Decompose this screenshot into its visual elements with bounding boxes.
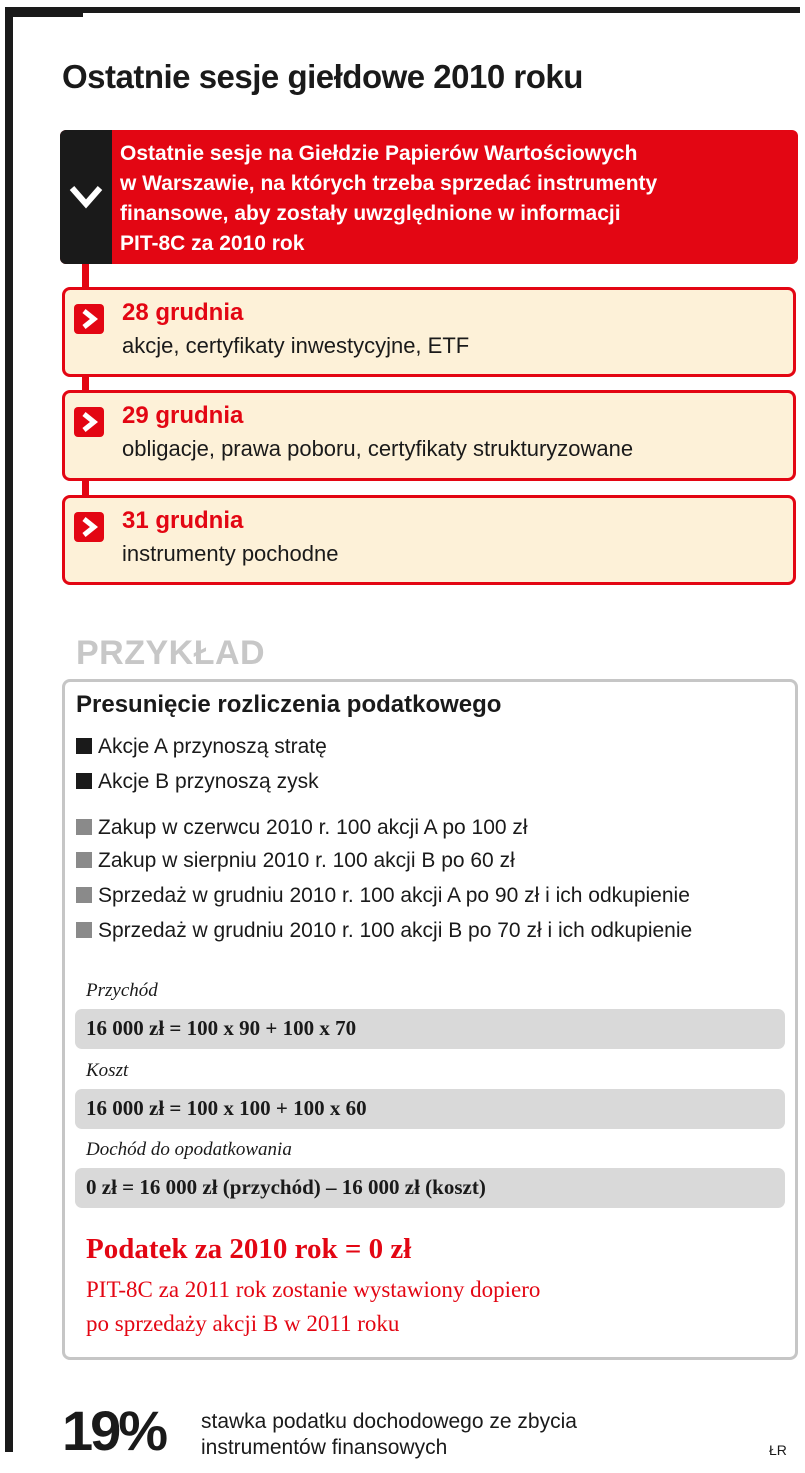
intro-text	[120, 139, 792, 259]
chevron-right-icon	[80, 412, 98, 432]
session-instruments: instrumenty pochodne	[122, 541, 339, 566]
session-card	[62, 287, 796, 377]
calc-formula: 0 zł = 16 000 zł (przychód) – 16 000 zł (koszt)	[86, 1175, 486, 1199]
calc-label: Przychód	[86, 980, 158, 1001]
arrow-chip	[74, 407, 104, 437]
bullet-square-icon	[76, 887, 92, 903]
list-item: Zakup w czerwcu 2010 r. 100 akcji A po 100 zł	[76, 816, 528, 840]
tax-rate-description-line: stawka podatku dochodowego ze zbycia	[201, 1410, 577, 1433]
frame-top-rule	[5, 7, 800, 13]
chevron-right-icon	[80, 517, 98, 537]
calc-formula: 16 000 zł = 100 x 100 + 100 x 60	[86, 1096, 367, 1120]
chevron-right-icon	[80, 309, 98, 329]
bullet-square-icon	[76, 852, 92, 868]
tax-rate: 19%	[62, 1399, 166, 1462]
calc-label: Dochód do opodatkowania	[86, 1139, 292, 1160]
session-instruments: akcje, certyfikaty inwestycyjne, ETF	[122, 333, 470, 358]
bullet-square-icon	[76, 922, 92, 938]
author-credit: ŁR	[769, 1442, 787, 1458]
tax-note-line: PIT-8C za 2011 rok zostanie wystawiony dopiero	[86, 1277, 541, 1302]
calc-bar	[75, 1089, 785, 1129]
calc-formula: 16 000 zł = 100 x 90 + 100 x 70	[86, 1016, 357, 1040]
intro-line: Ostatnie sesje na Giełdzie Papierów Wartościowych	[120, 142, 638, 165]
list-item: Sprzedaż w grudniu 2010 r. 100 akcji A po 90 zł i ich odkupienie	[76, 884, 690, 908]
tax-rate-description-line: instrumentów finansowych	[201, 1436, 448, 1459]
arrow-chip	[74, 304, 104, 334]
arrow-chip	[74, 512, 104, 542]
calc-label: Koszt	[86, 1060, 129, 1081]
chevron-down-icon	[69, 182, 103, 212]
intro-line: PIT-8C za 2010 rok	[120, 232, 305, 255]
calc-bar	[75, 1168, 785, 1208]
page-title: Ostatnie sesje giełdowe 2010 roku	[62, 58, 583, 95]
session-date: 28 grudnia	[122, 299, 244, 326]
session-instruments: obligacje, prawa poboru, certyfikaty strukturyzowane	[122, 436, 634, 461]
session-card	[62, 390, 796, 481]
frame-left-rule	[5, 7, 13, 1452]
list-item: Zakup w sierpniu 2010 r. 100 akcji B po 60 zł	[76, 849, 515, 873]
list-item: Akcje B przynoszą zysk	[76, 770, 319, 794]
tax-note	[86, 1273, 776, 1341]
tax-note-line: po sprzedaży akcji B w 2011 roku	[86, 1311, 400, 1336]
frame-corner	[5, 7, 83, 17]
session-date: 31 grudnia	[122, 507, 244, 534]
tax-result: Podatek za 2010 rok = 0 zł	[86, 1233, 412, 1265]
intro-icon-block	[60, 130, 112, 264]
bullet-square-icon	[76, 738, 92, 754]
tax-rate-description	[201, 1409, 577, 1461]
intro-line: w Warszawie, na których trzeba sprzedać instrumenty	[120, 172, 658, 195]
list-item: Sprzedaż w grudniu 2010 r. 100 akcji B po 70 zł i ich odkupienie	[76, 919, 692, 943]
intro-line: finansowe, aby zostały uwzględnione w informacji	[120, 202, 621, 225]
bullet-square-icon	[76, 819, 92, 835]
example-heading: Presunięcie rozliczenia podatkowego	[76, 691, 502, 718]
calc-bar	[75, 1009, 785, 1049]
example-label: PRZYKŁAD	[76, 634, 266, 672]
session-date: 29 grudnia	[122, 402, 244, 429]
session-card	[62, 495, 796, 585]
list-item: Akcje A przynoszą stratę	[76, 735, 327, 759]
bullet-square-icon	[76, 773, 92, 789]
